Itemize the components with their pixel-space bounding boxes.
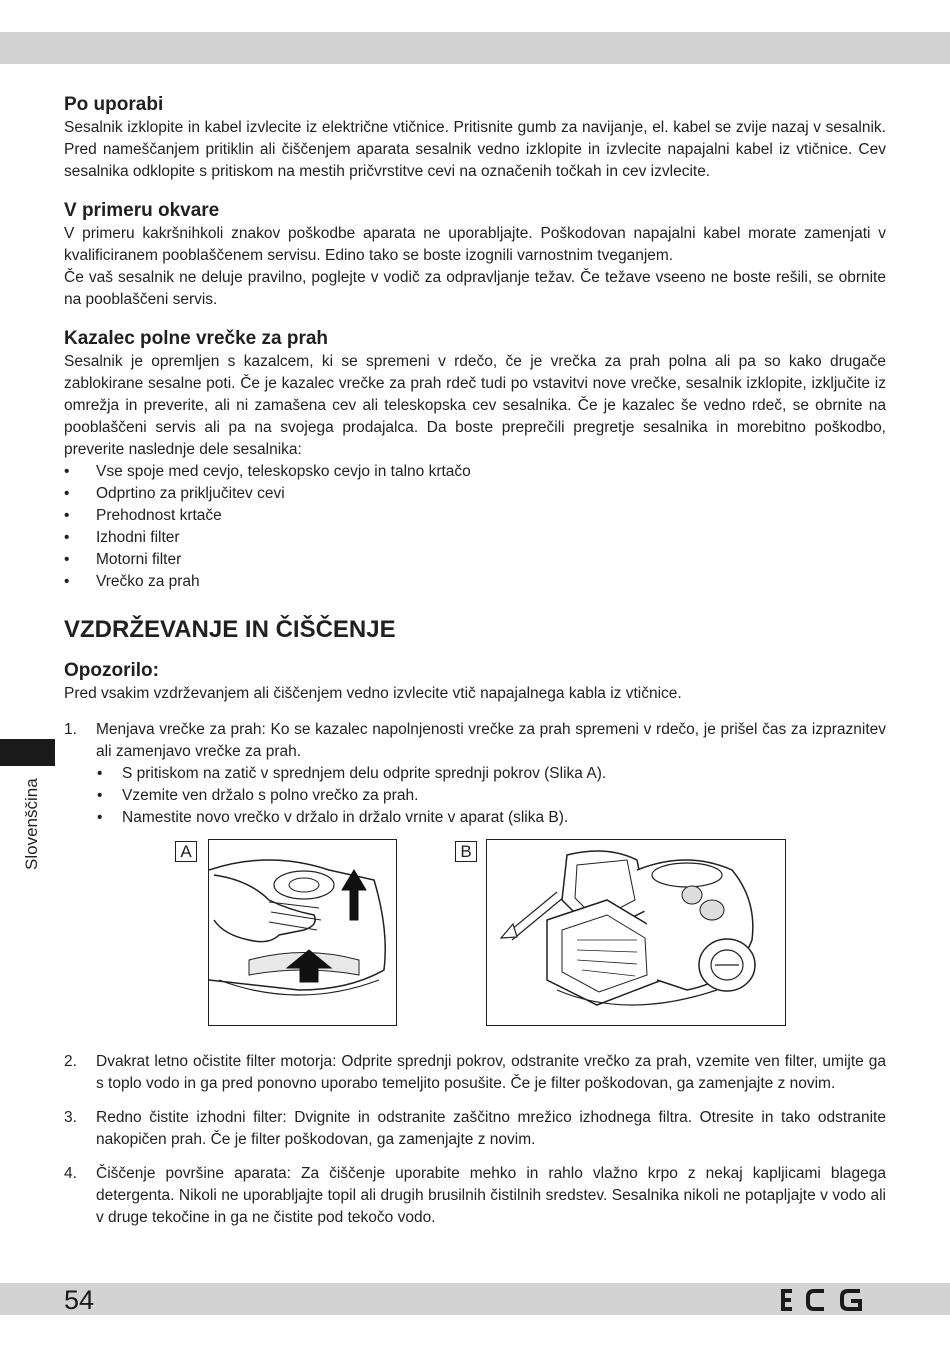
step-number: 1. [64, 721, 77, 738]
step-item [64, 1107, 886, 1151]
list-item: • Vse spoje med cevjo, teleskopsko cevjo in talno krtačo [64, 461, 886, 483]
check-parts-list [64, 461, 886, 593]
step-item [64, 1051, 886, 1095]
step-number: 2. [64, 1053, 77, 1070]
step-item [64, 1163, 886, 1229]
section-heading: Po uporabi [64, 94, 164, 115]
step-text: Redno čistite izhodni filter: Dvignite in odstranite zaščitno mrežico izhodnega filtra. Otresite in tako odstranite nakopičen prah. Če je filter poškodovan, ga zamenjajte z novim. [96, 1109, 886, 1148]
list-item: • Vrečko za prah [64, 571, 886, 593]
page-number: 54 [64, 1285, 95, 1315]
step-text: Menjava vrečke za prah: Ko se kazalec napolnjenosti vrečke za prah spremeni v rdečo, je prišel čas za izpraznitev ali zamenjavo vrečke za prah. [96, 721, 886, 760]
section-text: V primeru kakršnihkoli znakov poškodbe aparata ne uporabljajte. Poškodovan napajalni kabel morate zamenjati v kvalificiranem pooblaščenem servisu. Edino tako se boste izognili varnostnim tveganjem. [64, 225, 886, 264]
section-v-primeru-okvare [64, 199, 886, 311]
step-number: 3. [64, 1109, 77, 1126]
warning-text: Pred vsakim vzdrževanjem ali čiščenjem vedno izvlecite vtič napajalnega kabla iz vtičnice. [64, 685, 682, 702]
section-text: Če vaš sesalnik ne deluje pravilno, poglejte v vodič za odpravljanje težav. Če težave vseeno ne boste rešili, se obrnite na pooblaščeni servis. [64, 269, 886, 308]
ecg-logo-icon [780, 1288, 874, 1312]
figure-a-illustration [208, 839, 397, 1026]
language-side-label: Slovenščina [22, 778, 41, 870]
figure-b-label: B [455, 841, 477, 862]
figure-a-label: A [175, 841, 197, 862]
maintenance-steps [64, 719, 886, 1229]
substep-item: • Vzemite ven držalo s polno vrečko za prah. [96, 785, 886, 807]
header-band [0, 32, 950, 64]
language-tab-marker [0, 739, 55, 766]
section-po-uporabi [64, 93, 886, 183]
step-text: Dvakrat letno očistite filter motorja: Odprite sprednji pokrov, odstranite vrečko za prah, vzemite ven filter, umijte ga s toplo vodo in ga pred ponovno uporabo temeljito posušite. Če je filter poškodovan, ga zamenjajte z novim. [96, 1053, 886, 1092]
substep-item: • Namestite novo vrečko v držalo in držalo vrnite v aparat (slika B). [96, 807, 886, 829]
list-item: • Prehodnost krtače [64, 505, 886, 527]
warning-title: Opozorilo: [64, 660, 159, 681]
step-item [64, 719, 886, 1039]
section-text: Sesalnik izklopite in kabel izvlecite iz električne vtičnice. Pritisnite gumb za navijanje, el. kabel se zvije nazaj v sesalnik. Pred nameščanjem pritiklin ali čiščenjem aparata sesalnik vedno izklopite in izvlecite napajalni kabel iz vtičnice. Cev sesalnika odklopite s pritiskom na mestih pričvrstitve cevi na označenih točkah in cev izvlecite. [64, 119, 886, 180]
page-content [64, 93, 886, 1241]
section-kazalec [64, 327, 886, 593]
hand-pressing-latch-icon [209, 840, 396, 1025]
list-item: • Motorni filter [64, 549, 886, 571]
step-text: Čiščenje površine aparata: Za čiščenje uporabite mehko in rahlo vlažno krpo z nekaj kapljicami blagega detergenta. Nikoli ne uporabljajte topil ali drugih brusilnih čistilnih sredstev. Sesalnika nikoli ne potapljajte v vodo ali v druge tekočine in ga ne čistite pod tekočo vodo. [96, 1165, 886, 1226]
list-item: • Odprtino za priključitev cevi [64, 483, 886, 505]
section-heading: Kazalec polne vrečke za prah [64, 328, 329, 349]
section-text: Sesalnik je opremljen s kazalcem, ki se spremeni v rdečo, če je vrečka za prah polna ali pa so kako drugače zablokirane sesalne poti. Če je kazalec vrečke za prah rdeč tudi po vstavitvi nove vrečke, sesalnik izklopite, izključite iz omrežja in preverite, ali ni zamašena cev ali teleskopska cev sesalnika. Če je kazalec še vedno rdeč, se obrnite na pooblaščeni servis ali pa na svojega prodajalca. Da boste preprečili pregretje sesalnika in morebitno poškodbo, preverite naslednje dele sesalnika: [64, 353, 886, 458]
step-substeps [96, 763, 886, 829]
vacuum-open-cover-icon [487, 840, 785, 1025]
figure-b-illustration [486, 839, 786, 1026]
list-item: • Izhodni filter [64, 527, 886, 549]
figures-row [96, 839, 886, 1039]
section-heading: V primeru okvare [64, 200, 220, 221]
substep-item: • S pritiskom na zatič v sprednjem delu odprite sprednji pokrov (Slika A). [96, 763, 886, 785]
maintenance-heading: VZDRŽEVANJE IN ČIŠČENJE [64, 616, 396, 643]
step-number: 4. [64, 1165, 77, 1182]
